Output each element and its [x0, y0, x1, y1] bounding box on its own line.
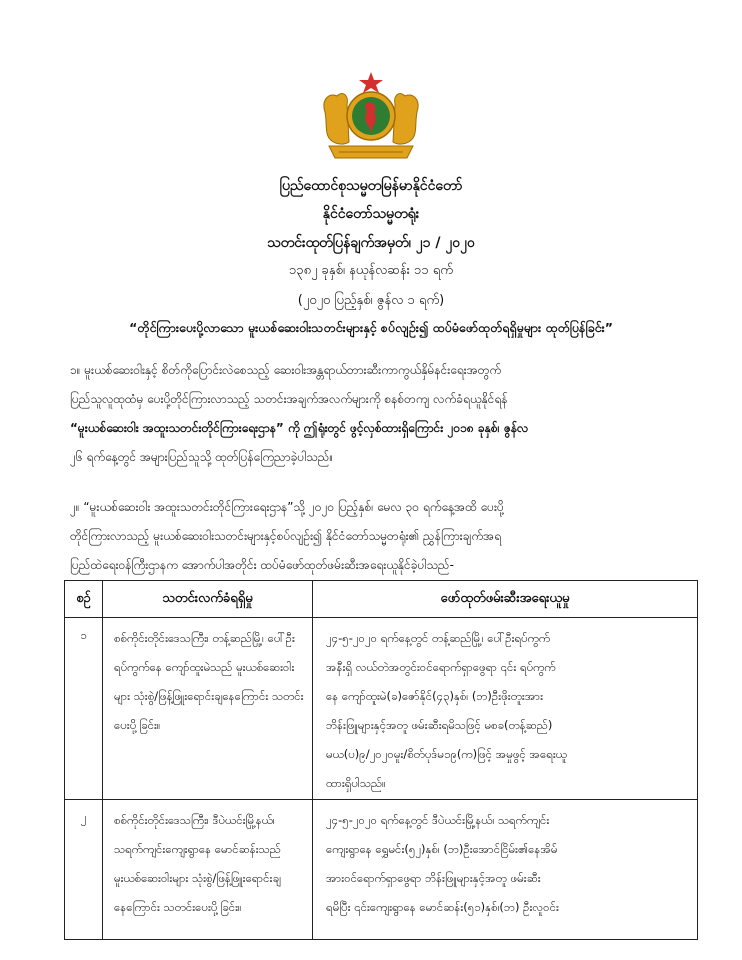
- header-gregorian-date: (၂၀၂၀ ပြည့်နှစ်၊ ဇွန်လ ၁ ရက်): [297, 293, 445, 308]
- paragraph-2-line: ပြည်ထဲရေးဝန်ကြီးဌာနက အောက်ပါအတိုင်း ထပ်မံဖော်ထုတ်ဖမ်းဆီးအရေးယူနိုင်ခဲ့ပါသည်-: [70, 558, 454, 572]
- row-info-line: စစ်ကိုင်းတိုင်းဒေသကြီး၊ ဒီပဲယင်းမြို့နယ်၊: [114, 813, 275, 827]
- paragraph-1-line: “မူးယစ်ဆေးဝါး အထူးသတင်းတိုင်ကြားရေးဌာန” ကို ဤရုံးတွင် ဖွင့်လှစ်ထားရှိကြောင်း ၂၀၁၈ ခုနှစ်၊ ဇွန်လ: [70, 421, 529, 435]
- header-myanmar-date: ၁၃၈၂ ခုနှစ်၊ နယုန်လဆန်း ၁၁ ရက်: [288, 263, 454, 278]
- row-action-line: နေ ကျော်ထူးမဲ(ခ)ဇော်နိုင်(၄၃)နှစ်၊ (ဘ)ဦးဖိုးတူးအား: [326, 689, 544, 703]
- row-action-line: မယ(ပ)၉/၂၀၂၀မူး/စိတ်ပုဒ်မ၁၉(က)ဖြင့် အမှုဖွင့် အရေးယူ: [326, 747, 567, 761]
- header-action-taken: ဖော်ထုတ်ဖမ်းဆီးအရေးယူမှု: [313, 581, 698, 618]
- header-office: နိုင်ငံတော်သမ္မတရုံး: [322, 206, 420, 222]
- row-action-line: ၂၄-၅-၂၀၂၀ ရက်နေ့တွင် တန့်ဆည်မြို့၊ ပေါ်ဦးရပ်ကွက်: [326, 631, 551, 645]
- paragraph-2-line: ၂။ “မူးယစ်ဆေးဝါး အထူးသတင်းတိုင်ကြားရေးဌာန”သို့ ၂၀၂၀ ပြည့်နှစ်၊ မေလ ၃၀ ရက်နေ့အထိ ပေးပို့: [70, 500, 504, 514]
- emblem-left-lion: [324, 94, 349, 145]
- emblem-star: [359, 72, 383, 93]
- row-serial: ၂: [65, 800, 103, 940]
- header-serial: စဉ်: [65, 581, 103, 618]
- header-info-received: သတင်းလက်ခံရရှိမှု: [103, 581, 313, 618]
- row-info-line: မူးယစ်ဆေးဝါးများ သုံးစွဲ/ဖြန့်ဖြူးရောင်းချ: [114, 871, 281, 885]
- row-action-line: ကျေးရွာနေ ရွှေမင်း(၅၂)နှစ်၊ (ဘ)ဦးအောင်ငြိမ်း၏နေအိမ်: [326, 842, 558, 856]
- table-row: [65, 618, 698, 800]
- row-info-line: သရက်ကျင်းကျေးရွာနေ မောင်ဆန်းသည်: [114, 842, 281, 856]
- state-emblem: [319, 72, 423, 164]
- emblem-right-lion: [393, 94, 418, 145]
- paragraph-1: [70, 356, 690, 472]
- paragraph-1-line: ၁။ မူးယစ်ဆေးဝါးနှင့် စိတ်ကိုပြောင်းလဲစေသည့် ဆေးဝါးအန္တရာယ်တားဆီးကာကွယ်နှိမ်နင်းရေးအတွက်: [70, 363, 502, 377]
- row-info-line: စစ်ကိုင်းတိုင်းဒေသကြီး၊ တန့်ဆည်မြို့၊ ပေါ်ဦး: [114, 631, 295, 645]
- cases-table: [64, 580, 698, 940]
- header-release-number: သတင်းထုတ်ပြန်ချက်အမှတ်၊ ၂၁ / ၂၀၂၀: [267, 235, 475, 251]
- row-action: [313, 800, 698, 940]
- row-info-line: နေကြောင်း သတင်းပေးပို့ခြင်း။: [114, 900, 242, 914]
- row-action-line: ရမိပြီး ၎င်းကျေးရွာနေ မောင်ဆန်း(၅၁)နှစ်၊(ဘ) ဦးလူဝင်း: [326, 900, 559, 914]
- row-action-line: အနီးရှိ လယ်တဲအတွင်းဝင်ရောက်ရှာဖွေရာ ၎င်း ရပ်ကွက်: [326, 660, 556, 674]
- row-serial: ၁: [65, 618, 103, 800]
- row-action-line: ထားရှိပါသည်။: [326, 776, 386, 790]
- paragraph-2: [70, 493, 690, 580]
- table-row: [65, 800, 698, 940]
- paragraph-1-line: ပြည်သူလူထုထံမှ ပေးပို့တိုင်ကြားလာသည့် သတင်းအချက်အလက်များကို စနစ်တကျ လက်ခံရယူနိုင်ရန်: [70, 392, 508, 406]
- row-action-line: ၂၄-၅-၂၀၂၀ ရက်နေ့တွင် ဒီပဲယင်းမြို့နယ်၊ သရက်ကျင်း: [326, 813, 550, 827]
- row-info-line: ပေးပို့ခြင်း။: [114, 718, 161, 732]
- row-info: [103, 800, 313, 940]
- paragraph-1-line: ၂၆ ရက်နေ့တွင် အများပြည်သူသို့ ထုတ်ပြန်ကြေညာခဲ့ပါသည်။: [70, 450, 334, 464]
- row-action-line: ဘိန်းဖြူများနှင့်အတူ ဖမ်းဆီးရမိသဖြင့် မစခ(တန့်ဆည်): [326, 718, 553, 732]
- row-info-line: ရပ်ကွက်နေ ကျော်ထူးမဲသည် မူးယစ်ဆေးဝါး: [114, 660, 295, 674]
- header-country: ပြည်ထောင်စုသမ္မတမြန်မာနိုင်ငံတော်: [279, 178, 463, 194]
- table-header-row: [65, 581, 698, 618]
- paragraph-2-line: တိုင်ကြားလာသည့် မူးယစ်ဆေးဝါးသတင်းများနှင့်စပ်လျဉ်း၍ နိုင်ငံတော်သမ္မတရုံး၏ ညွှန်ကြားချက်အရ: [70, 529, 502, 543]
- row-info: [103, 618, 313, 800]
- row-action-line: အားဝင်ရောက်ရှာဖွေရာ ဘိန်းဖြူများနှင့်အတူ ဖမ်းဆီး: [326, 871, 541, 885]
- document-title: “တိုင်ကြားပေးပို့လာသော မူးယစ်ဆေးဝါးသတင်းများနှင့် စပ်လျဉ်း၍ ထပ်မံဖော်ထုတ်ရရှိမှုများ ထုတ်ပြန်ခြင်း”: [129, 320, 613, 335]
- row-action: [313, 618, 698, 800]
- row-info-line: များ သုံးစွဲ/ဖြန့်ဖြူးရောင်းချနေကြောင်း သတင်း: [114, 689, 304, 703]
